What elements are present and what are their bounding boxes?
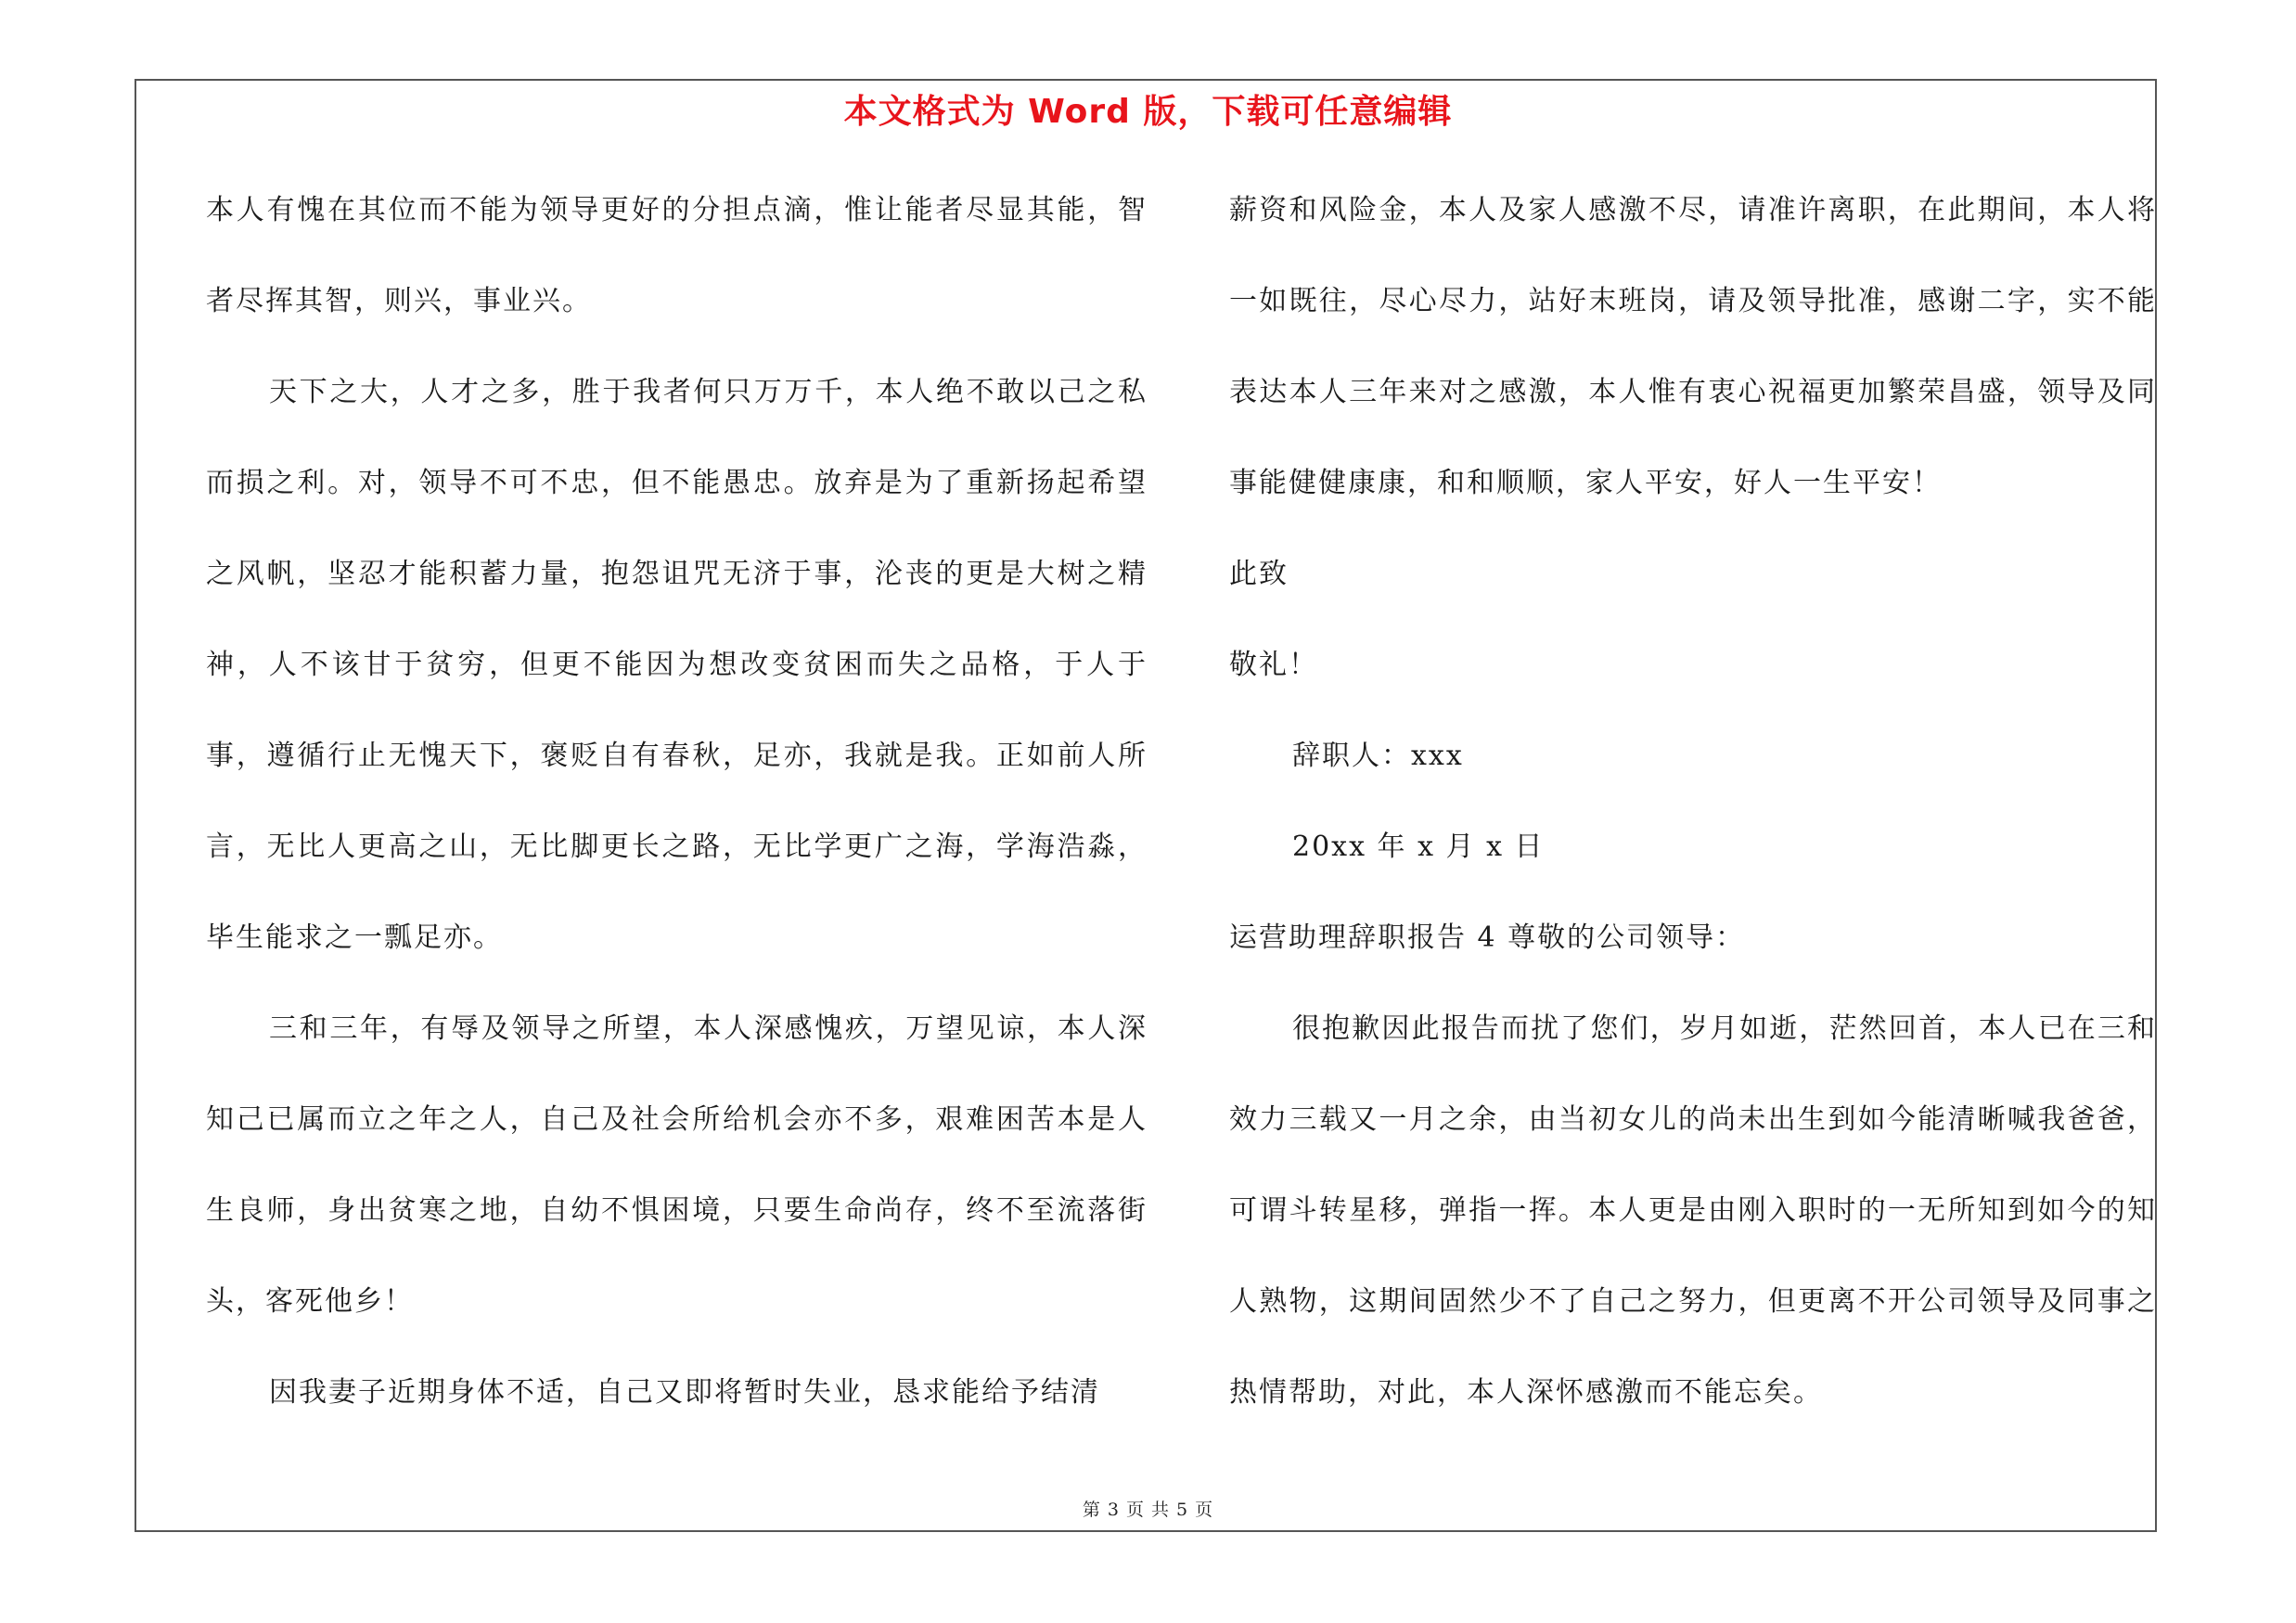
closing-salutation: 此致 <box>1229 558 1289 590</box>
closing-respect: 敬礼！ <box>1229 649 1318 681</box>
date-line: 20xx 年 x 月 x 日 <box>1292 831 1545 863</box>
paragraph: 薪资和风险金，本人及家人感激不尽，请准许离职，在此期间，本人将一如既往，尽心尽力，站好末班岗，请及领导批准，感谢二字，实不能表达本人三年来对之感激，本人惟有衷心祝福更加繁荣昌盛，领导及同事能健健康康，和和顺顺，家人平安，好人一生平安！ <box>1229 194 2157 499</box>
paragraph: 天下之大，人才之多，胜于我者何只万万千，本人绝不敢以己之私而损之利。对，领导不可不忠，但不能愚忠。放弃是为了重新扬起希望之风帆，坚忍才能积蓄力量，抱怨诅咒无济于事，沦丧的更是大树之精神，人不该甘于贫穷，但更不能因为想改变贫困而失之品格，于人于事，遵循行止无愧天下，褒贬自有春秋，足亦，我就是我。正如前人所言，无比人更高之山，无比脚更长之路，无比学更广之海，学海浩淼，毕生能求之一瓢足亦。 <box>206 376 1148 954</box>
left-text-column <box>206 165 1148 1438</box>
paragraph: 因我妻子近期身体不适，自己又即将暂时失业，恳求能给予结清 <box>269 1376 1100 1409</box>
paragraph: 本人有愧在其位而不能为领导更好的分担点滴，惟让能者尽显其能，智者尽挥其智，则兴，事业兴。 <box>206 194 1148 317</box>
page-number-footer: 第 3 页 共 5 页 <box>1082 1500 1214 1520</box>
signature-line: 辞职人：xxx <box>1292 740 1464 772</box>
right-text-column <box>1229 165 2157 1438</box>
section-heading: 运营助理辞职报告 4 尊敬的公司领导： <box>1229 921 1746 954</box>
paragraph: 很抱歉因此报告而扰了您们，岁月如逝，茫然回首，本人已在三和效力三载又一月之余，由当初女儿的尚未出生到如今能清晰喊我爸爸，可谓斗转星移，弹指一挥。本人更是由刚入职时的一无所知到如今的知人熟物，这期间固然少不了自己之努力，但更离不开公司领导及同事之热情帮助，对此，本人深怀感激而不能忘矣。 <box>1229 1012 2157 1409</box>
paragraph: 三和三年，有辱及领导之所望，本人深感愧疚，万望见谅，本人深知己已属而立之年之人，自己及社会所给机会亦不多，艰难困苦本是人生良师，身出贫寒之地，自幼不惧困境，只要生命尚存，终不至流落街头，客死他乡！ <box>206 1012 1148 1318</box>
word-format-banner: 本文格式为 Word 版，下载可任意编辑 <box>843 93 1453 131</box>
